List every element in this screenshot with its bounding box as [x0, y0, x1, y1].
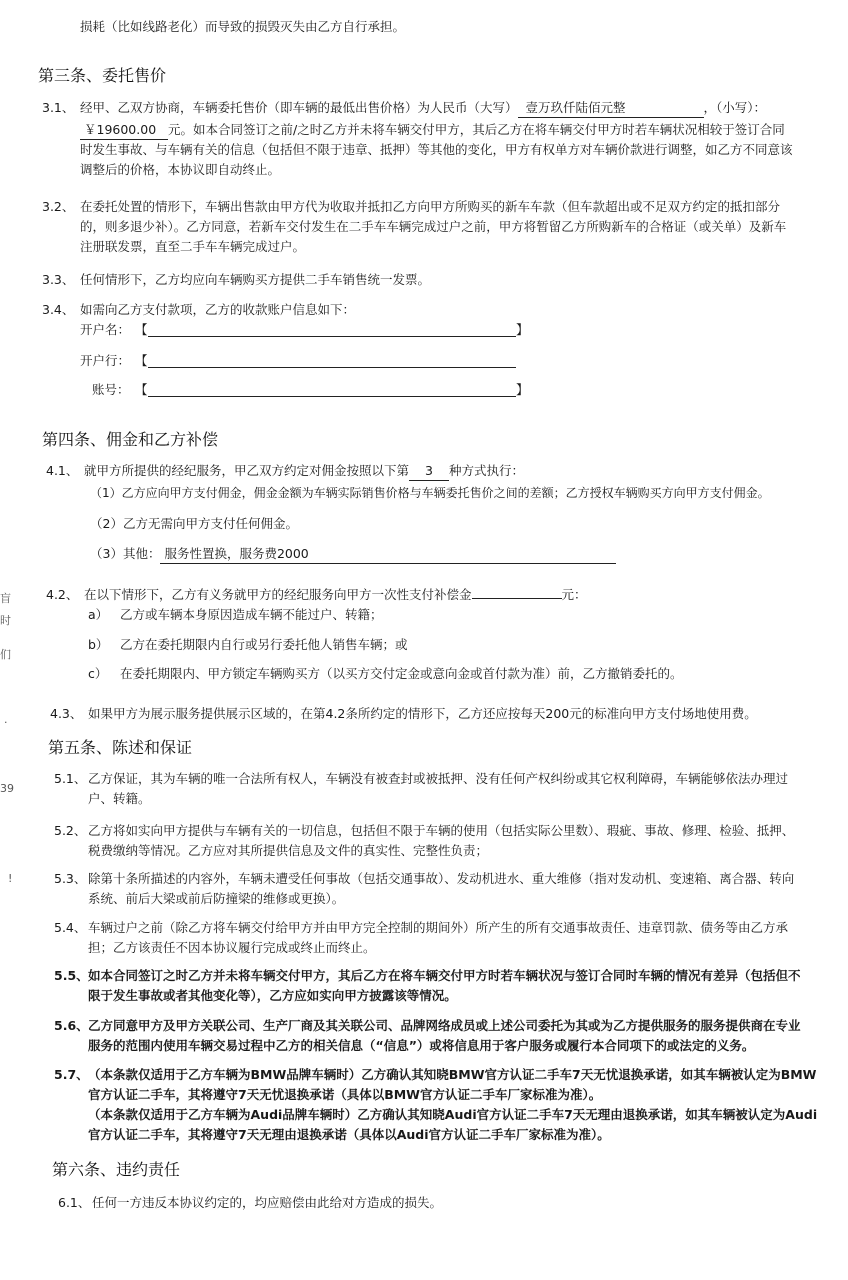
- option-2-text: （2）乙方无需向甲方支付任何佣金。: [90, 516, 298, 531]
- item-c-text: 在委托期限内、甲方锁定车辆购买方（以买方交付定金或意向金或首付款为准）前，乙方撤销委托的。: [120, 666, 683, 681]
- section-6-title: 第六条、违约责任: [52, 1160, 181, 1179]
- margin-mark: 时: [0, 614, 11, 627]
- clause-5-3-line-1: 除第十条所描述的内容外，车辆未遭受任何事故（包括交通事故）、发动机进水、重大维修（指对发动机、变速箱、离合器、转向: [88, 871, 795, 886]
- clause-5-2-line-1: 乙方将如实向甲方提供与车辆有关的一切信息，包括但不限于车辆的使用（包括实际公里数）、瑕疵、事故、修理、检验、抵押、: [88, 823, 795, 838]
- commission-option-field[interactable]: 3: [409, 462, 449, 481]
- item-a-key: a）: [88, 607, 109, 622]
- section-3-title: 第三条、委托售价: [38, 66, 167, 85]
- account-number-label: 账号：: [92, 382, 130, 397]
- clause-3-1-line-3: 时发生事故、与车辆有关的信息（包括但不限于违章、抵押）等其他的变化，甲方有权单方对车辆价款进行调整，如乙方不同意该: [80, 142, 793, 157]
- clause-3-3-text: 任何情形下，乙方均应向车辆购买方提供二手车销售统一发票。: [80, 272, 431, 287]
- clause-4-3-number: 4.3、: [50, 706, 83, 721]
- bank-field[interactable]: [148, 367, 516, 368]
- clause-4-1-number: 4.1、: [46, 463, 79, 478]
- option-3-line: （3）其他： 服务性置换，服务费2000: [90, 545, 616, 564]
- clause-3-2-number: 3.2、: [42, 199, 75, 214]
- clause-5-6-line-1: 乙方同意甲方及甲方关联公司、生产厂商及其关联公司、品牌网络成员或上述公司委托为其或为乙方提供服务的服务提供商在专业: [88, 1018, 801, 1033]
- account-name-field[interactable]: [148, 336, 516, 337]
- clause-3-3-number: 3.3、: [42, 272, 75, 287]
- clause-6-1-text: 任何一方违反本协议约定的，均应赔偿由此给对方造成的损失。: [92, 1195, 443, 1210]
- clause-5-5-number: 5.5、: [54, 968, 89, 983]
- bracket-close: 】: [516, 382, 529, 397]
- clause-3-2-line-2: 的，则多退少补）。乙方同意，若新车交付发生在二手车车辆完成过户之前，甲方将暂留乙方所购新车的合格证（或关单）及新车: [80, 219, 787, 234]
- margin-mark: !: [8, 872, 13, 885]
- clause-3-4-text: 如需向乙方支付款项，乙方的收款账户信息如下：: [80, 302, 356, 317]
- clause-3-2-line-1: 在委托处置的情形下，车辆出售款由甲方代为收取并抵扣乙方向甲方所购买的新车车款（但车款超出或不足双方约定的抵扣部分: [80, 199, 781, 214]
- clause-4-1-line-1: 就甲方所提供的经纪服务，甲乙双方约定对佣金按照以下第 3 种方式执行：: [84, 462, 524, 481]
- clause-4-2-line-1: 在以下情形下，乙方有义务就甲方的经纪服务向甲方一次性支付补偿金 元：: [84, 587, 587, 602]
- item-c-key: c）: [88, 666, 108, 681]
- clause-5-4-line-2: 担；乙方该责任不因本协议履行完成或终止而终止。: [88, 940, 376, 955]
- clause-5-7-number: 5.7、: [54, 1067, 89, 1082]
- clause-5-6-line-2: 服务的范围内使用车辆交易过程中乙方的相关信息（“信息”）或将信息用于客户服务或履行本合同项下的或法定的义务。: [88, 1038, 755, 1053]
- clause-5-7-line-2: 官方认证二手车，其将遵守7天无忧退换承诺（具体以BMW官方认证二手车厂家标准为准）。: [88, 1087, 602, 1102]
- price-uppercase-field[interactable]: 壹万玖仟陆佰元整: [518, 99, 704, 118]
- clause-3-4-number: 3.4、: [42, 302, 75, 317]
- other-option-field[interactable]: 服务性置换，服务费2000: [160, 545, 616, 564]
- clause-3-1-line-2: ￥19600.00 元。如本合同签订之前/之时乙方并未将车辆交付甲方，其后乙方在将车辆交付甲方时若车辆状况相较于签订合同: [80, 121, 785, 140]
- clause-5-5-line-1: 如本合同签订之时乙方并未将车辆交付甲方，其后乙方在将车辆交付甲方时若车辆状况与签订合同时车辆的情况有差异（包括但不: [88, 968, 801, 983]
- bracket-open: 【: [135, 382, 148, 397]
- clause-3-2-line-3: 注册联发票，直至二手车车辆完成过户。: [80, 239, 306, 254]
- clause-5-4-line-1: 车辆过户之前（除乙方将车辆交付给甲方并由甲方完全控制的期间外）所产生的所有交通事故责任、违章罚款、债务等由乙方承: [88, 920, 789, 935]
- clause-4-2-number: 4.2、: [46, 587, 79, 602]
- clause-5-7-line-1: （本条款仅适用于乙方车辆为BMW品牌车辆时）乙方确认其知晓BMW官方认证二手车7天无忧退换承诺，如其车辆被认定为BMW: [88, 1067, 817, 1082]
- compensation-amount-field[interactable]: [472, 598, 562, 599]
- item-a-text: 乙方或车辆本身原因造成车辆不能过户、转籍；: [120, 607, 383, 622]
- clause-3-1-line-4: 调整后的价格，本协议即自动终止。: [80, 162, 281, 177]
- clause-5-2-line-2: 税费缴纳等情况。乙方应对其所提供信息及文件的真实性、完整性负责；: [88, 843, 489, 858]
- clause-5-1-line-1: 乙方保证，其为车辆的唯一合法所有权人，车辆没有被查封或被抵押、没有任何产权纠纷或其它权利障碍，车辆能够依法办理过: [88, 771, 789, 786]
- clause-5-5-line-2: 限于发生事故或者其他变化等），乙方应如实向甲方披露该等情况。: [88, 988, 457, 1003]
- item-b-text: 乙方在委托期限内自行或另行委托他人销售车辆；或: [120, 637, 408, 652]
- clause-5-7-line-4: 官方认证二手车，其将遵守7天无理由退换承诺（具体以Audi官方认证二手车厂家标准为准）。: [88, 1127, 610, 1142]
- account-number-field[interactable]: [148, 396, 516, 397]
- bracket-open: 【: [135, 353, 148, 368]
- clause-5-2-number: 5.2、: [54, 823, 87, 838]
- clause-4-3-text: 如果甲方为展示服务提供展示区域的，在第4.2条所约定的情形下，乙方还应按每天200元的标准向甲方支付场地使用费。: [88, 706, 757, 721]
- item-b-key: b）: [88, 637, 109, 652]
- clause-5-7-line-3: （本条款仅适用于乙方车辆为Audi品牌车辆时）乙方确认其知晓Audi官方认证二手车7天无理由退换承诺，如其车辆被认定为Audi: [88, 1107, 818, 1122]
- bracket-close: 】: [516, 322, 529, 337]
- margin-mark: 39: [0, 782, 14, 795]
- account-name-label: 开户名：: [80, 322, 131, 337]
- clause-5-1-number: 5.1、: [54, 771, 87, 786]
- clause-5-1-line-2: 户、转籍。: [88, 791, 151, 806]
- clause-3-1-line-1: 经甲、乙双方协商，车辆委托售价（即车辆的最低出售价格）为人民币（大写） 壹万玖仟陆佰元整 ，（小写）：: [80, 99, 766, 118]
- clause-3-1-number: 3.1、: [42, 100, 75, 115]
- bracket-open: 【: [135, 322, 148, 337]
- continued-text: 损耗（比如线路老化）而导致的损毁灭失由乙方自行承担。: [80, 19, 406, 34]
- option-1-text: （1）乙方应向甲方支付佣金，佣金金额为车辆实际销售价格与车辆委托售价之间的差额；乙方授权车辆购买方向甲方支付佣金。: [90, 486, 770, 500]
- clause-6-1-number: 6.1、: [58, 1195, 91, 1210]
- clause-5-6-number: 5.6、: [54, 1018, 89, 1033]
- clause-5-4-number: 5.4、: [54, 920, 87, 935]
- clause-5-3-line-2: 系统、前后大梁或前后防撞梁的维修或更换）。: [88, 891, 345, 906]
- section-5-title: 第五条、陈述和保证: [48, 738, 193, 757]
- margin-mark: .: [4, 713, 8, 726]
- clause-5-3-number: 5.3、: [54, 871, 87, 886]
- section-4-title: 第四条、佣金和乙方补偿: [42, 430, 219, 449]
- price-lowercase-field[interactable]: ￥19600.00: [80, 121, 168, 140]
- margin-mark: 盲: [0, 592, 11, 605]
- margin-mark: 们: [0, 648, 11, 661]
- bank-label: 开户行：: [80, 353, 131, 368]
